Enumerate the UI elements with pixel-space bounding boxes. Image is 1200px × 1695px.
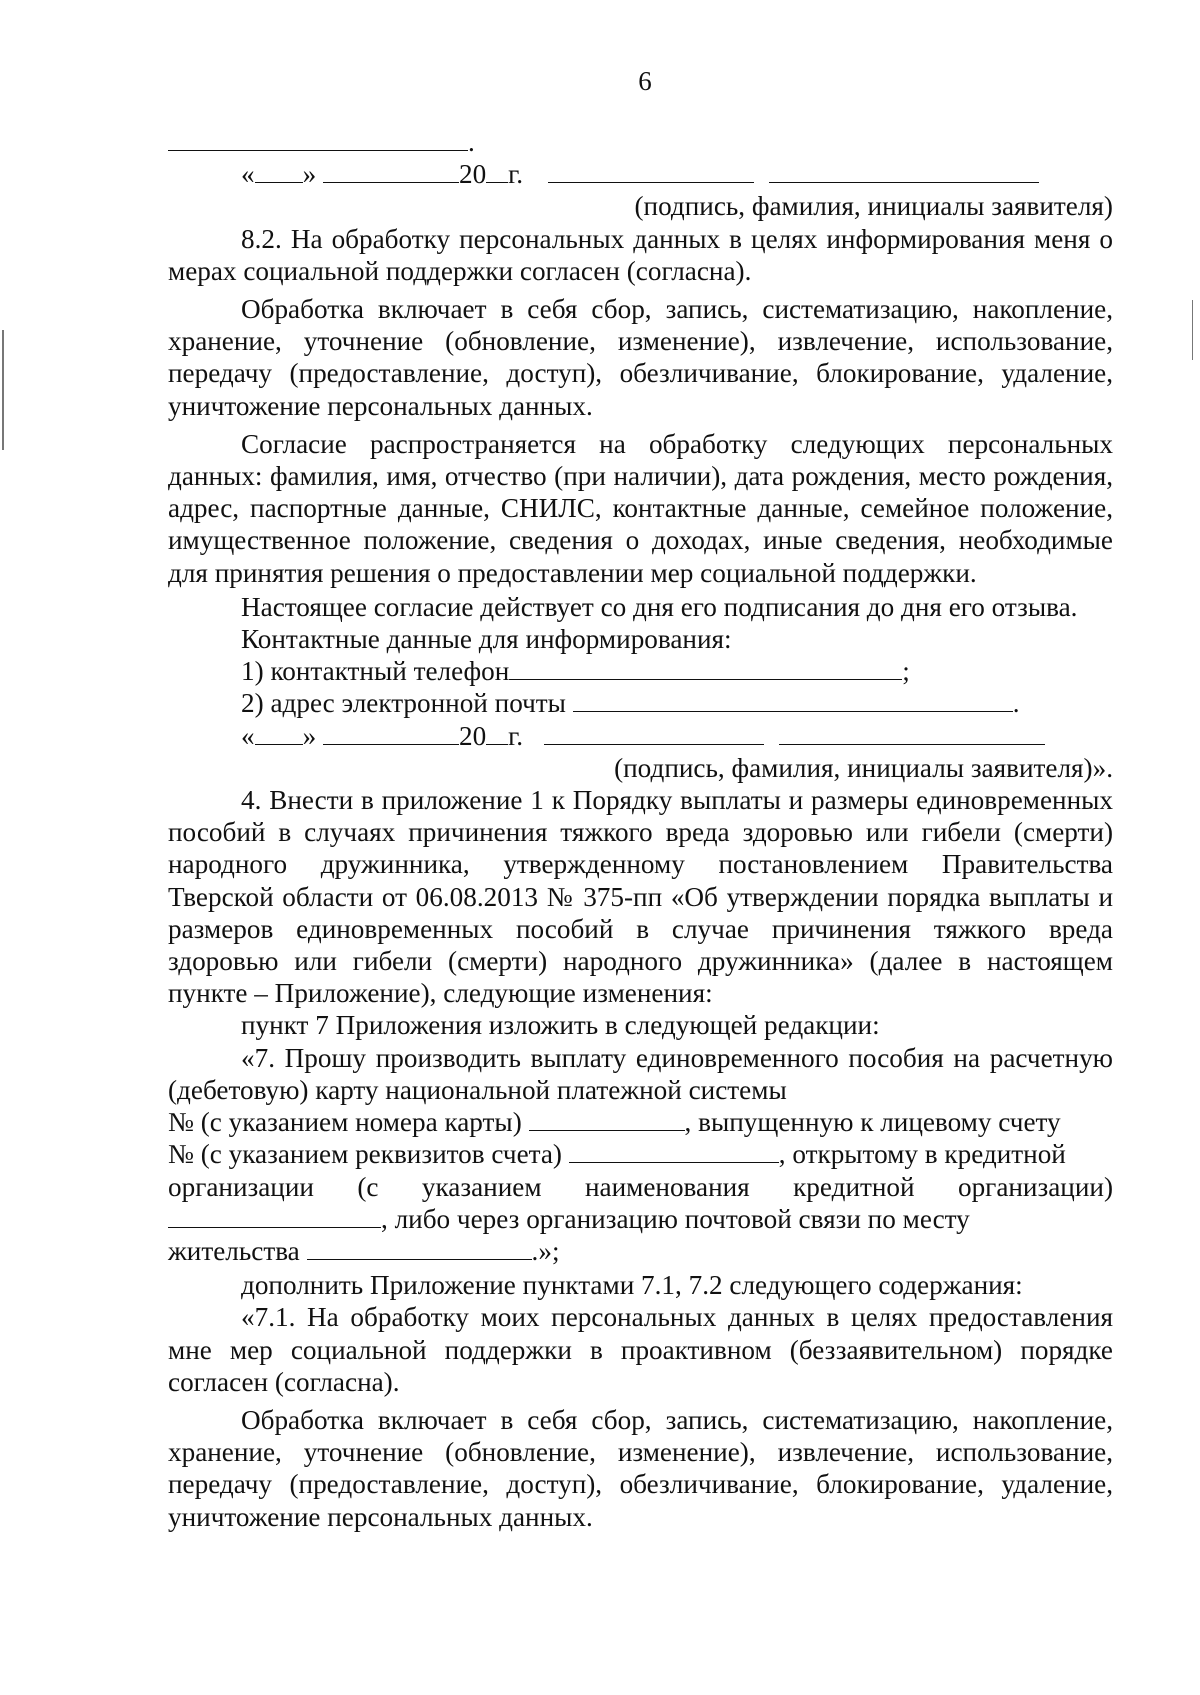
item7-post-line	[168, 1203, 1113, 1235]
month-blank	[323, 160, 459, 183]
contacts-heading: Контактные данные для информирования:	[241, 624, 732, 655]
form-top-date-line	[168, 158, 1113, 190]
paragraph-add-items: дополнить Приложение пунктами 7.1, 7.2 следующего содержания:	[241, 1270, 1023, 1301]
signature-blank	[548, 160, 754, 183]
name-blank	[769, 160, 1039, 183]
contact-phone-line	[168, 655, 1113, 687]
month-blank	[323, 722, 459, 745]
contact-email-label: 2) адрес электронной почты	[241, 688, 566, 719]
paragraph-8-2: 8.2. На обработку персональных данных в целях информирования меня о мерах социальной поддержки согласен (согласна).	[168, 223, 1113, 286]
date-close-quote: »	[302, 720, 317, 751]
year-prefix: 20	[458, 159, 487, 190]
card-label: № (с указанием номера карты)	[168, 1107, 522, 1138]
paragraph-item7-intro: пункт 7 Приложения изложить в следующей редакции:	[241, 1010, 880, 1041]
email-blank	[573, 689, 1013, 712]
email-end: .	[1012, 688, 1020, 719]
post-after: , либо через организацию почтовой связи по месту	[381, 1203, 970, 1234]
form-top-blank-line	[168, 126, 1113, 158]
name-blank	[779, 722, 1045, 745]
contact-phone-label: 1) контактный телефон	[241, 656, 510, 687]
card-blank	[529, 1108, 685, 1131]
year-blank	[486, 722, 508, 745]
page-number: 6	[638, 66, 652, 96]
paragraph-4: 4. Внести в приложение 1 к Порядку выплаты и размеры единовременных пособий в случаях причинения тяжкого вреда здоровью или гибели (смерти) народного дружинника, утвержденному постановлением Правительства Тверской области от 06.08.2013 № 375-пп «Об утверждении порядка выплаты и размеров единовременных пособий в случае причинения тяжкого вреда здоровью или гибели (смерти) народного дружинника» (далее в настоящем пункте – Приложение), следующие изменения:	[168, 785, 1113, 1009]
signature-blank	[544, 722, 764, 745]
paragraph-consent-scope: Согласие распространяется на обработку следующих персональных данных: фамилия, имя, отчество (при наличии), дата рождения, место рождения, адрес, паспортные данные, СНИЛС, контактные данные, семейное положение, имущественное положение, сведения о доходах, иные сведения, необходимые для принятия решения о предоставлении мер социальной поддержки.	[168, 428, 1113, 588]
paragraph-processing-2: Обработка включает в себя сбор, запись, систематизацию, накопление, хранение, уточнение (обновление, изменение), извлечение, использование, передачу (предоставление, доступ), обезличивание, блокирование, удаление, уничтожение персональных данных.	[168, 1404, 1113, 1532]
phone-end: ;	[902, 656, 910, 687]
account-blank	[569, 1140, 779, 1163]
item7-org-line: организации (с указанием наименования кредитной организации)	[168, 1171, 1113, 1202]
paragraph-item7-line1: «7. Прошу производить выплату единовременного пособия на расчетную (дебетовую) карту национальной платежной системы	[168, 1042, 1113, 1105]
paragraph-processing-1: Обработка включает в себя сбор, запись, систематизацию, накопление, хранение, уточнение (обновление, изменение), извлечение, использование, передачу (предоставление, доступ), обезличивание, блокирование, удаление, уничтожение персональных данных.	[168, 294, 1113, 421]
residence-end: .»;	[531, 1235, 560, 1266]
year-suffix: г.	[508, 159, 524, 190]
date-open-quote: «	[241, 159, 255, 190]
end-char: .	[468, 127, 475, 157]
item7-card-line	[168, 1106, 1113, 1138]
form-bottom-caption: (подпись, фамилия, инициалы заявителя)».	[614, 752, 1113, 783]
paragraph-validity: Настоящее согласие действует со дня его подписания до дня его отзыва.	[241, 591, 1078, 622]
contact-email-line	[168, 687, 1113, 719]
year-suffix: г.	[508, 720, 524, 751]
form-bottom-date-line	[168, 720, 1113, 752]
account-after: , открытому в кредитной	[778, 1139, 1066, 1170]
org-blank	[168, 1205, 381, 1228]
account-label: № (с указанием реквизитов счета)	[168, 1139, 562, 1170]
paragraph-7-1: «7.1. На обработку моих персональных данных в целях предоставления мне мер социальной поддержки в проактивном (беззаявительном) порядке согласен (согласна).	[168, 1302, 1113, 1397]
blank-field	[168, 128, 468, 151]
phone-blank	[509, 657, 902, 680]
year-prefix: 20	[458, 720, 487, 751]
form-top-caption: (подпись, фамилия, инициалы заявителя)	[634, 191, 1113, 222]
document-body	[168, 126, 1113, 1533]
residence-label: жительства	[168, 1235, 300, 1266]
date-close-quote: »	[302, 159, 317, 190]
item7-residence-line	[168, 1235, 1113, 1267]
scan-edge-mark	[1192, 300, 1193, 360]
scan-edge-mark	[2, 330, 4, 450]
date-open-quote: «	[241, 720, 255, 751]
item7-account-line	[168, 1138, 1113, 1170]
day-blank	[255, 722, 303, 745]
residence-blank	[307, 1237, 532, 1260]
day-blank	[255, 160, 303, 183]
card-after: , выпущенную к лицевому счету	[684, 1107, 1061, 1138]
year-blank	[486, 160, 508, 183]
